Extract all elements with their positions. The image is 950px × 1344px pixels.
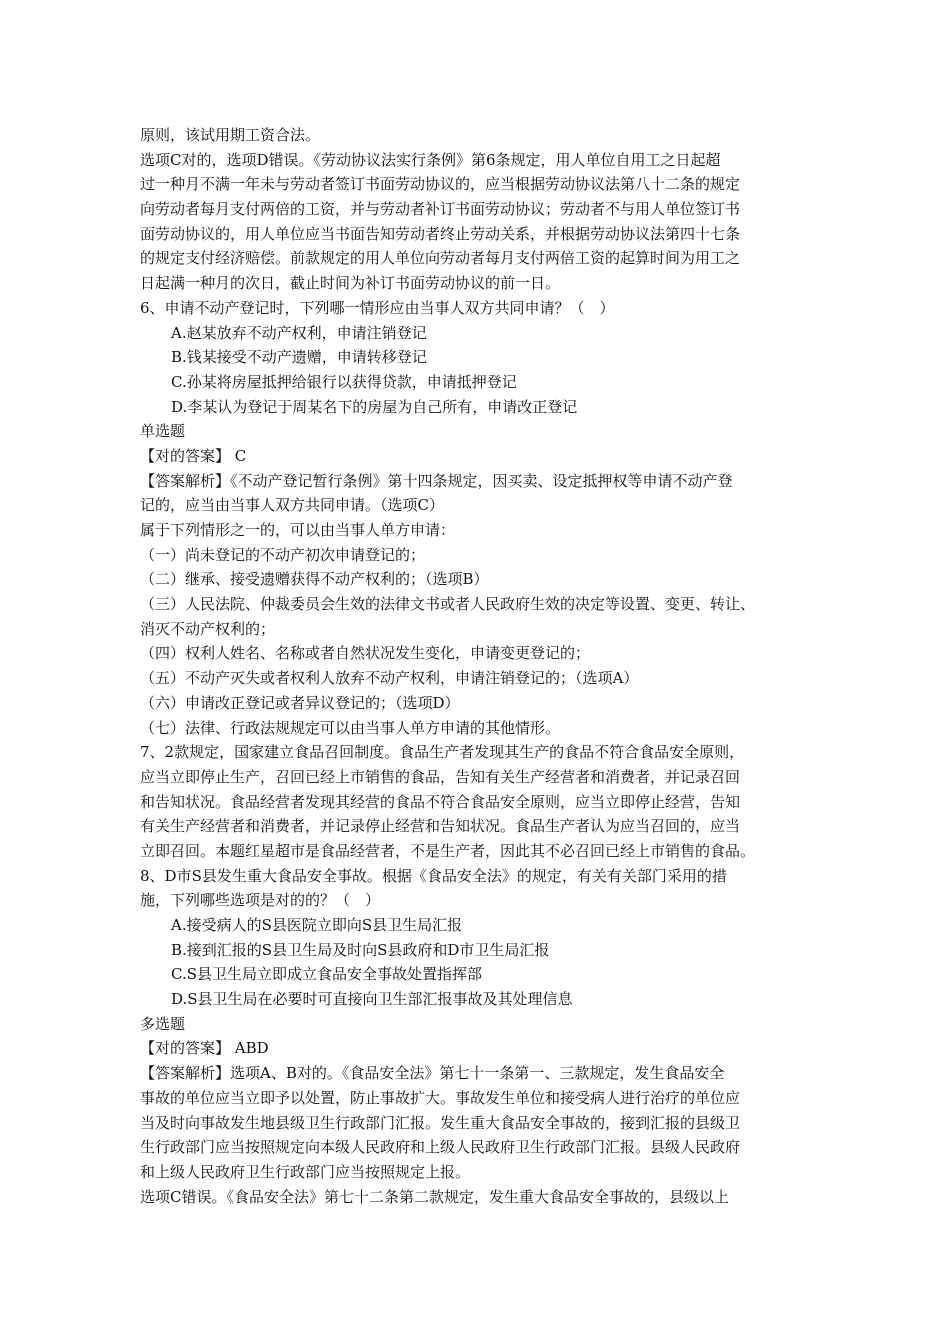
correct-answer: 【对的答案】 C [140, 446, 247, 465]
question-stem: 8、D市S县发生重大食品安全事故。根据《食品安全法》的规定，有关有关部门采用的措 [140, 866, 727, 885]
text-line: 事故的单位应当立即予以处置，防止事故扩大。事故发生单位和接受病人进行治疗的单位应 [140, 1088, 741, 1107]
text-line: 属于下列情形之一的，可以由当事人单方申请： [140, 521, 456, 539]
text-line: 当及时向事故发生地县级卫生行政部门汇报。发生重大食品安全事故的，接到汇报的县级卫 [140, 1113, 741, 1132]
text-line: 消灭不动产权利的； [140, 619, 276, 638]
list-item: （五）不动产灭失或者权利人放弃不动产权利，申请注销登记的；（选项A） [140, 669, 639, 688]
list-item: （七）法律、行政法规规定可以由当事人单方申请的其他情形。 [140, 718, 561, 737]
list-item: （六）申请改正登记或者异议登记的；（选项D） [140, 693, 460, 712]
option-b: B.接到汇报的S县卫生局及时向S县政府和D市卫生局汇报 [171, 940, 550, 959]
question-stem: 6、申请不动产登记时，下列哪一情形应由当事人双方共同申请？（ ） [140, 298, 615, 317]
option-b: B.钱某接受不动产遗赠，申请转移登记 [171, 348, 427, 367]
text-line: 和告知状况。食品经营者发现其经营的食品不符合食品安全原则，应当立即停止经营，告知 [140, 792, 741, 811]
text-line: 向劳动者每月支付两倍的工资，并与劳动者补订书面劳动协议；劳动者不与用人单位签订书 [140, 200, 741, 219]
text-line: 施，下列哪些选项是对的的？（ ） [140, 891, 381, 910]
document-body [140, 123, 830, 1209]
question-type: 多选题 [140, 1014, 186, 1033]
option-a: A.接受病人的S县医院立即向S县卫生局汇报 [171, 916, 463, 934]
text-line: 生行政部门应当按照规定向本级人民政府和上级人民政府卫生行政部门汇报。县级人民政府 [140, 1138, 741, 1157]
text-line: 日起满一种月的次日，截止时间为补订书面劳动协议的前一日。 [140, 274, 561, 293]
option-c: C.孙某将房屋抵押给银行以获得贷款，申请抵押登记 [171, 372, 517, 391]
text-line: 和上级人民政府卫生行政部门应当按照规定上报。 [140, 1162, 471, 1181]
list-item: （四）权利人姓名、名称或者自然状况发生变化，申请变更登记的； [140, 644, 591, 663]
answer-analysis: 【答案解析】《不动产登记暂行条例》第十四条规定，因买卖、设定抵押权等申请不动产登 [140, 471, 733, 490]
text-line: 的规定支付经济赔偿。前款规定的用人单位向劳动者每月支付两倍工资的起算时间为用工之 [140, 249, 741, 268]
text-line: 选项C对的，选项D错误。《劳动协议法实行条例》第6条规定，用人单位自用工之日起超 [140, 150, 721, 169]
correct-answer: 【对的答案】 ABD [140, 1039, 269, 1058]
question-type: 单选题 [140, 422, 186, 441]
text-line: 立即召回。本题红星超市是食品经营者，不是生产者，因此其不必召回已经上市销售的食品。 [140, 841, 756, 860]
option-a: A.赵某放弃不动产权利，申请注销登记 [171, 323, 427, 342]
text-line: 面劳动协议的，用人单位应当书面告知劳动者终止劳动关系，并根据劳动协议法第四十七条 [140, 224, 741, 243]
option-d: D.李某认为登记于周某名下的房屋为自己所有，申请改正登记 [171, 397, 578, 416]
answer-analysis: 【答案解析】选项A、B对的。《食品安全法》第七十一条第一、三款规定，发生食品安全 [140, 1064, 725, 1083]
question-stem: 7、2款规定，国家建立食品召回制度。食品生产者发现其生产的食品不符合食品安全原则， [140, 743, 745, 762]
text-line: 过一种月不满一年未与劳动者签订书面劳动协议的，应当根据劳动协议法第八十二条的规定 [140, 175, 741, 194]
list-item: （三）人民法院、仲裁委员会生效的法律文书或者人民政府生效的决定等设置、变更、转让、 [140, 595, 756, 614]
text-line: 选项C错误。《食品安全法》第七十二条第二款规定，发生重大食品安全事故的，县级以上 [140, 1187, 729, 1206]
text-line: 有关生产经营者和消费者，并记录停止经营和告知状况。食品生产者认为应当召回的，应当 [140, 817, 741, 836]
option-c: C.S县卫生局立即成立食品安全事故处置指挥部 [171, 965, 482, 984]
option-d: D.S县卫生局在必要时可直接向卫生部汇报事故及其处理信息 [171, 990, 573, 1009]
text-line: 应当立即停止生产，召回已经上市销售的食品，告知有关生产经营者和消费者，并记录召回 [140, 767, 741, 786]
text-line: 原则，该试用期工资合法。 [140, 126, 321, 144]
text-line: 记的，应当由当事人双方共同申请。（选项C） [140, 496, 444, 515]
list-item: （二）继承、接受遗赠获得不动产权利的；（选项B） [140, 570, 489, 589]
list-item: （一）尚未登记的不动产初次申请登记的； [140, 545, 426, 564]
